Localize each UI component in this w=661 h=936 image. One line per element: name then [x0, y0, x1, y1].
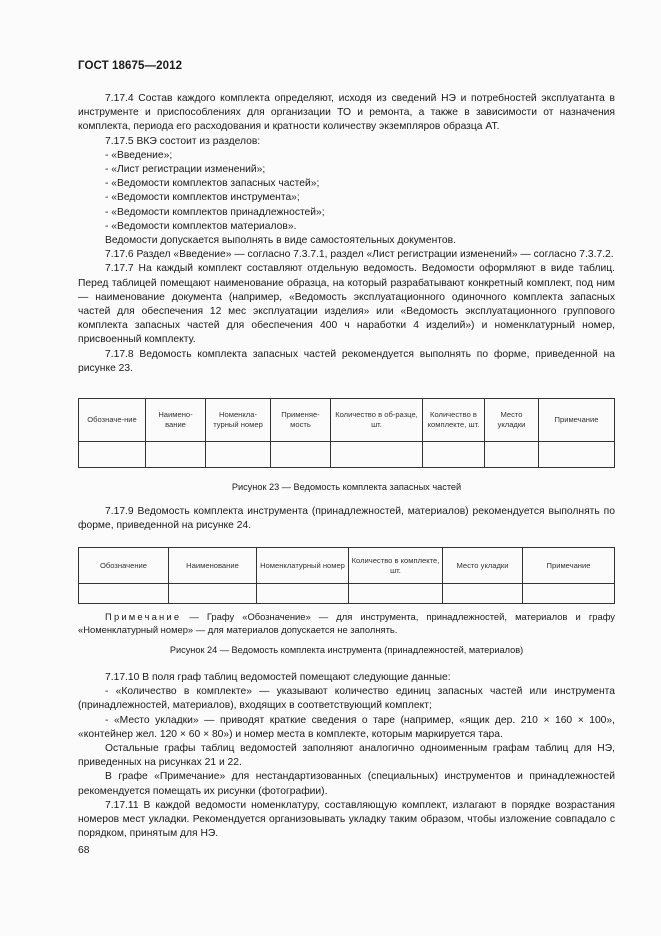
empty-cell — [146, 442, 206, 468]
paragraph: 7.17.10 В поля граф таблиц ведомостей помещают следующие данные: — [105, 672, 451, 683]
empty-cell — [331, 442, 423, 468]
note-text: — Графу «Обозначение» — для инструмента, принадлежностей, материалов и графу «Номенклатурный номер» — для материалов допускается не заполнять. — [78, 611, 615, 635]
paragraph: Остальные графы таблиц ведомостей заполняют аналогично одноименным графам таблиц для НЭ, приведенных на рисунках 21 и 22. — [78, 743, 615, 769]
empty-cell — [539, 442, 615, 468]
list-item: - «Ведомости комплектов принадлежностей»; — [105, 206, 325, 218]
table-note — [78, 610, 615, 636]
paragraph: 7.17.6 Раздел «Введение» — согласно 7.3.7.1, раздел «Лист регистрации изменений» — согласно 7.3.7.2. — [105, 249, 614, 261]
empty-cell — [423, 442, 485, 468]
table-row — [79, 442, 615, 468]
empty-cell — [443, 584, 523, 604]
list-item: - «Лист регистрации изменений»; — [105, 164, 266, 176]
list-item: - «Место укладки» — приводят краткие сведения о таре (например, «ящик дер. 210 × 160 × 100», «контейнер жел. 120 × 60 × 80») и номер места в комплекте, которым маркируется тара. — [78, 714, 615, 740]
paragraph: 7.17.4 Состав каждого комплекта определяют, исходя из сведений НЭ и потребностей эксплуатанта в инструменте и приспособлениях для организации ТО и ремонта, а также в зависимости от назначения комплекта, периода его расходования и кратности количеству экземпляров образца АТ. — [78, 93, 615, 133]
figure-23-caption: Рисунок 23 — Ведомость комплекта запасных частей — [231, 482, 462, 492]
list-item: - «Ведомости комплектов материалов». — [105, 220, 297, 232]
paragraph: 7.17.11 В каждой ведомости номенклатуру, составляющую комплект, излагают в порядке возрастания номеров мест укладки. Рекомендуется организовывать укладку таким образом, чтобы изложение совпадало с порядком, принятым для НЭ. — [78, 799, 615, 840]
paragraph: 7.17.5 ВКЭ состоит из разделов: — [105, 135, 261, 147]
form-table-figure-24 — [78, 547, 615, 604]
column-header: Место укладки — [485, 399, 539, 442]
column-header: Количество в комплекте, шт. — [423, 399, 485, 442]
empty-cell — [523, 584, 615, 604]
empty-cell — [79, 442, 146, 468]
column-header: Номенклатурный номер — [257, 548, 349, 584]
empty-cell — [79, 584, 169, 604]
column-header: Наименование — [169, 548, 257, 584]
column-header: Обозначение — [79, 548, 169, 584]
list-item: - «Ведомости комплектов инструмента»; — [105, 192, 300, 204]
list-item: - «Количество в комплекте» — указывают количество единиц запасных частей или инструмента (принадлежностей, материалов), входящих в соответствующий комплект; — [78, 686, 615, 712]
paragraph: В графе «Примечание» для нестандартизованных (специальных) инструментов и принадлежностей рекомендуется помещать их рисунки (фотографии). — [78, 771, 615, 797]
column-header: Наимено-вание — [146, 399, 206, 442]
paragraph: 7.17.8 Ведомость комплекта запасных частей рекомендуется выполнять по форме, приведенной на рисунке 23. — [78, 348, 615, 374]
page-number: 68 — [78, 845, 90, 856]
list-item: - «Ведомости комплектов запасных частей»; — [105, 178, 320, 190]
empty-cell — [206, 442, 271, 468]
section-7-17-4-to-7-17-8 — [78, 92, 615, 376]
section-7-17-10-to-7-17-11 — [78, 671, 615, 841]
list-item: - «Введение»; — [105, 149, 173, 161]
empty-cell — [257, 584, 349, 604]
paragraph: 7.17.7 На каждый комплект составляют отдельную ведомость. Ведомости оформляют в виде таблиц. Перед таблицей помещают наименование образца, на который разрабатывают конкретный комплект, под ним — наименование документа (например, «Ведомость эксплуатационного одиночного комплекта запасных частей для обеспечения 12 мес эксплуатации изделия» или «Ведомость эксплуатационного группового комплекта запасных частей для обеспечения 400 ч наработки 4 изделий») и номенклатурный номер, присвоенный комплекту. — [78, 263, 615, 346]
figure-24-caption: Рисунок 24 — Ведомость комплекта инструмента (принадлежностей, материалов) — [169, 645, 524, 655]
column-header: Примечание — [523, 548, 615, 584]
column-header: Обозначе-ние — [79, 399, 146, 442]
column-header: Количество в об-разце, шт. — [331, 399, 423, 442]
section-7-17-9 — [78, 505, 615, 533]
column-header: Номенкла-турный номер — [206, 399, 271, 442]
paragraph: 7.17.9 Ведомость комплекта инструмента (принадлежностей, материалов) рекомендуется выполнять по форме, приведенной на рисунке 24. — [78, 506, 615, 532]
document-header: ГОСТ 18675—2012 — [78, 60, 183, 72]
column-header: Примечание — [539, 399, 615, 442]
empty-cell — [485, 442, 539, 468]
form-table-figure-23 — [78, 398, 615, 468]
empty-cell — [349, 584, 443, 604]
column-header: Место укладки — [443, 548, 523, 584]
table-row — [79, 584, 615, 604]
paragraph: Ведомости допускается выполнять в виде самостоятельных документов. — [105, 235, 456, 247]
empty-cell — [271, 442, 331, 468]
column-header: Применяе-мость — [271, 399, 331, 442]
table-header-row — [79, 399, 615, 442]
table-header-row — [79, 548, 615, 584]
empty-cell — [169, 584, 257, 604]
note-label: Примечание — [105, 611, 182, 622]
column-header: Количество в комплекте, шт. — [349, 548, 443, 584]
